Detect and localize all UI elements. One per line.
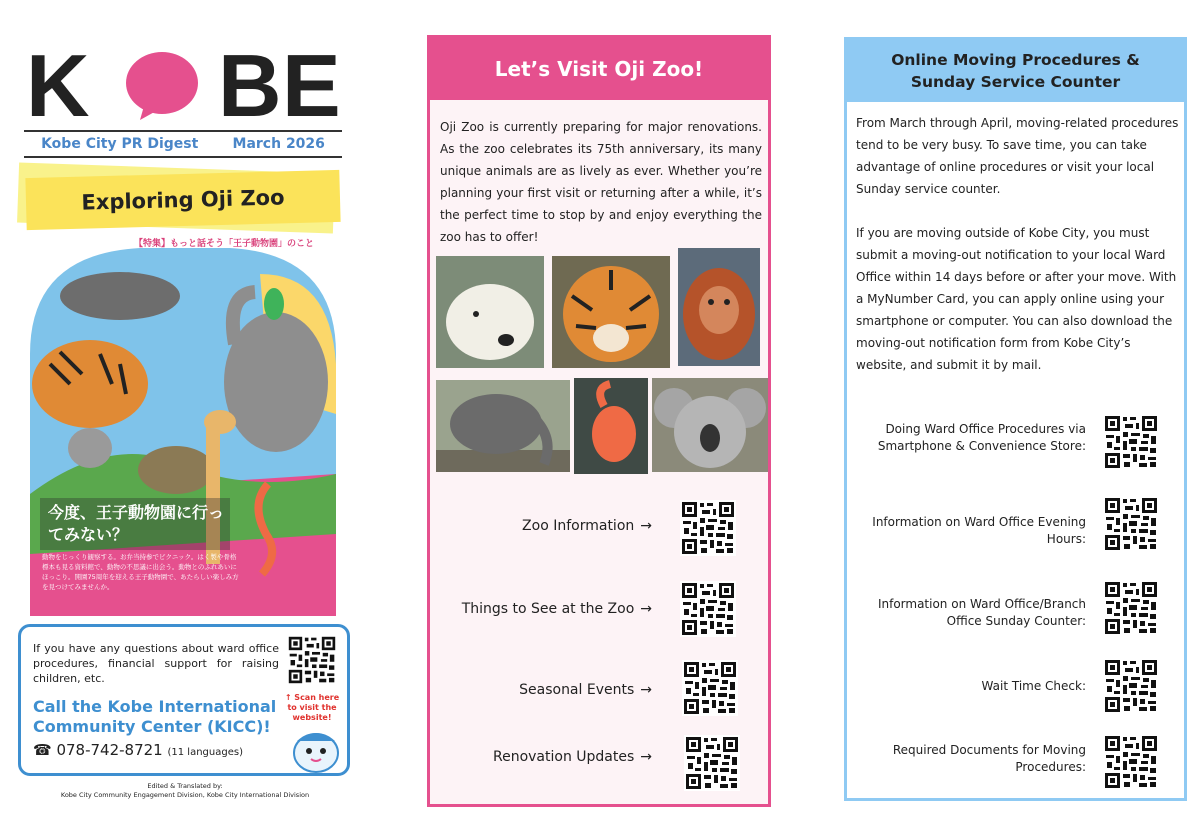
photo-tiger: [552, 256, 670, 368]
credit-line2: Kobe City Community Engagement Division, Kobe City International Division: [60, 791, 310, 799]
credit-line1: Edited & Translated by:: [147, 782, 223, 790]
link-evening-hours[interactable]: Information on Ward Office Evening Hours:: [872, 515, 1086, 546]
link-renovation-updates[interactable]: Renovation Updates →: [492, 749, 652, 765]
qr-code-icon[interactable]: [682, 660, 738, 716]
moving-paragraph-1: From March through April, moving-related procedures tend to be very busy. To save time, you can take advantage of online procedures or visit your local Sunday service counter.: [856, 116, 1179, 196]
arrow-right-icon: →: [640, 601, 652, 617]
kicc-languages: (11 languages): [167, 747, 243, 758]
logo-letter-e: E: [282, 36, 341, 135]
photo-orangutan: [678, 248, 760, 366]
zoo-intro: Oji Zoo is currently preparing for major renovations. As the zoo celebrates its 75th anniversary, its many unique animals are as lively as ever. Whether you’re planning your first visit or returning after a while, it’s the perfect time to stop by and enjoy everything the zoo has to offer!: [440, 120, 762, 244]
kobe-logo: [24, 36, 344, 135]
feature-banner-title: Exploring Oji Zoo: [81, 185, 285, 215]
zoo-feature-poster: [30, 234, 336, 616]
moving-paragraph-2: If you are moving outside of Kobe City, you must submit a moving-out notification to your local Ward Office within 14 days before or after your move. With a MyNumber Card, you can apply online using your smartphone or computer. You can also download the moving-out notification form from Kobe City’s website, and submit it by mail.: [856, 226, 1177, 372]
moving-title: Online Moving Procedures & Sunday Service Counter: [891, 51, 1140, 91]
publication-name: Kobe City PR Digest: [41, 136, 199, 152]
kicc-phone: [33, 741, 243, 759]
link-seasonal-events[interactable]: Seasonal Events →: [519, 682, 652, 698]
poster-tag: 【特集】もっと話そう「王子動物園」のこと: [134, 239, 315, 249]
qr-code-icon[interactable]: [1103, 658, 1159, 714]
speech-bubble-logo-icon: [122, 50, 202, 120]
moving-panel: [844, 37, 1187, 801]
link-required-documents[interactable]: Required Documents for Moving Procedures:: [892, 743, 1086, 774]
credit: [20, 782, 350, 800]
kicc-scan-note: ↑ Scan here to visit the website!: [284, 693, 340, 722]
qr-code-icon[interactable]: [1103, 414, 1159, 470]
logo-letter-b: B: [218, 36, 282, 135]
kicc-contact-box: [18, 624, 350, 776]
digest-bar: [24, 130, 342, 158]
mascot-icon: [289, 727, 343, 773]
qr-code-icon[interactable]: [1103, 580, 1159, 636]
link-sunday-counter[interactable]: Information on Ward Office/Branch Office Sunday Counter:: [877, 597, 1086, 628]
zoo-panel: [427, 35, 771, 807]
zoo-header: [430, 38, 768, 100]
poster-body: 動物をじっくり観察する。お弁当持参でピクニック。はく製や骨格標本も見る資料館で、動物の不思議に出会う。動物とのふれあいにほっこり。開園75周年を迎える王子動物園で、あたらしい楽しみ方を見つけてみませんか。: [42, 553, 239, 591]
kicc-question: If you have any questions about ward office procedures, financial support for raising children, etc.: [33, 642, 279, 685]
photo-flamingo: [574, 378, 648, 474]
photo-elephant: [436, 380, 570, 472]
poster-headline: 今度、王子動物園に行ってみない？: [48, 503, 225, 544]
arrow-right-icon: →: [640, 682, 652, 698]
moving-header: [847, 40, 1184, 102]
qr-code-icon[interactable]: [684, 735, 740, 791]
arrow-right-icon: →: [640, 518, 652, 534]
qr-code-icon[interactable]: [1103, 496, 1159, 552]
link-procedures-smartphone[interactable]: Doing Ward Office Procedures via Smartphone & Convenience Store:: [877, 422, 1086, 453]
issue-date: March 2026: [232, 136, 325, 152]
qr-code-icon[interactable]: [1103, 734, 1159, 790]
photo-koala: [652, 378, 768, 472]
qr-code-icon[interactable]: [287, 635, 337, 685]
arrow-right-icon: →: [640, 749, 652, 765]
kicc-call: Call the Kobe International Community Center (KICC)!: [33, 697, 277, 736]
qr-code-icon[interactable]: [680, 581, 736, 637]
feature-banner: [25, 170, 340, 230]
zoo-title: Let’s Visit Oji Zoo!: [494, 57, 704, 81]
link-wait-time[interactable]: Wait Time Check:: [981, 679, 1086, 693]
qr-code-icon[interactable]: [680, 500, 736, 556]
link-zoo-information[interactable]: Zoo Information →: [522, 518, 652, 534]
photo-polar-bear: [436, 256, 544, 368]
logo-letter-k: K: [26, 36, 90, 135]
moving-body: [856, 112, 1180, 376]
link-things-to-see[interactable]: Things to See at the Zoo →: [461, 601, 652, 617]
kicc-phone-number: ☎ 078-742-8721: [33, 741, 163, 759]
